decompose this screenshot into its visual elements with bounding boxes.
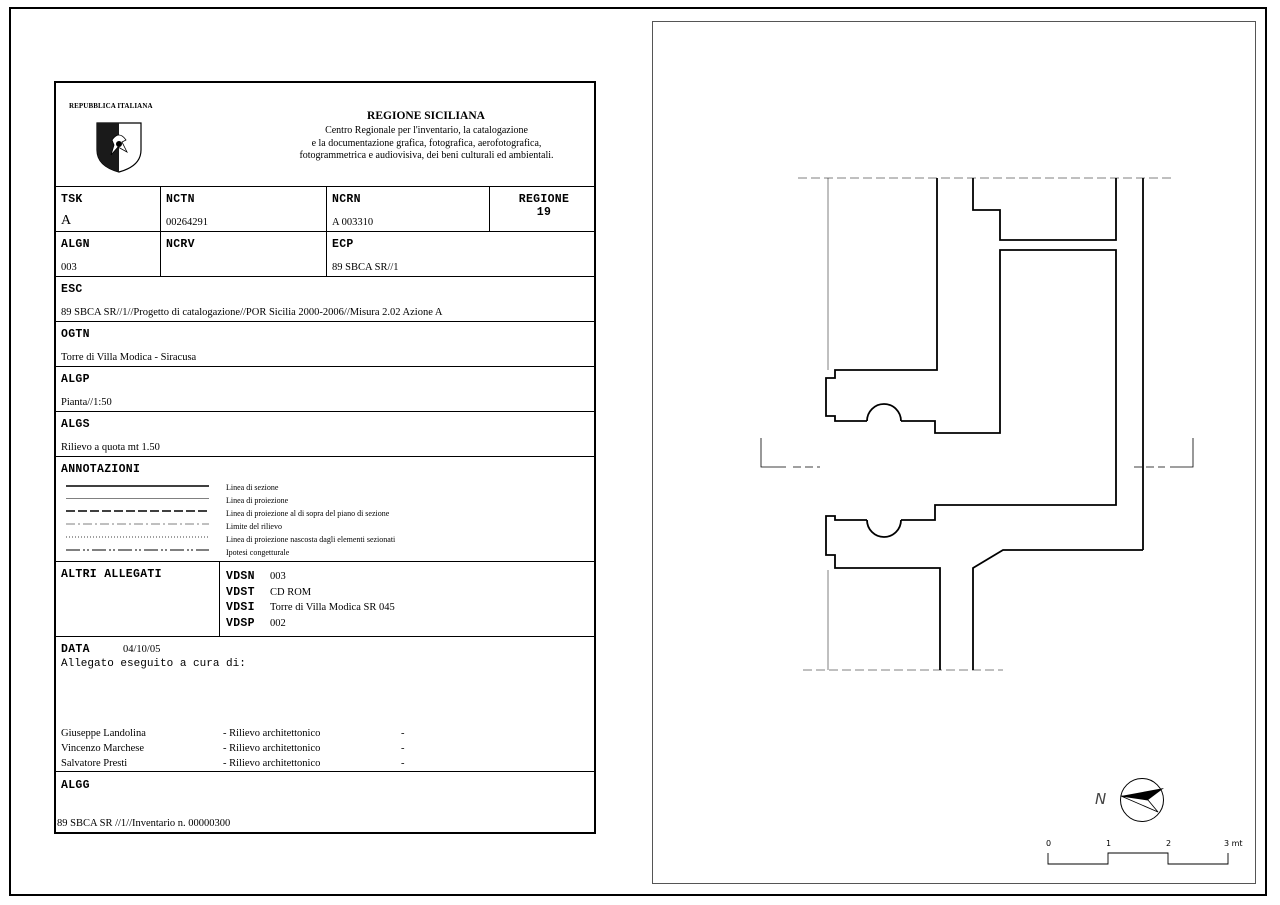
- scale-tick: 3 mt: [1224, 839, 1243, 848]
- center-line: Centro Regionale per l'inventario, la catalogazione: [325, 125, 528, 136]
- scale-labels: [1046, 839, 1243, 848]
- allegati-value: 002: [270, 617, 286, 629]
- legend-text: Ipotesi congetturale: [226, 548, 290, 557]
- center-line: e la documentazione grafica, fotografica, aerofotografica,: [311, 137, 542, 149]
- esc-label: ESC: [61, 283, 83, 296]
- person-name: Vincenzo Marchese: [61, 743, 145, 754]
- legend-text: Linea di proiezione al di sopra del piano di sezione: [226, 509, 390, 518]
- allegati-key: VDST: [226, 585, 255, 599]
- scale-bar: [1048, 853, 1228, 864]
- section-walls: [826, 178, 1143, 670]
- legend-text: Linea di proiezione nascosta dagli elementi sezionati: [226, 535, 396, 544]
- algp-value: Pianta//1:50: [61, 397, 112, 408]
- allegati-key: VDSP: [226, 616, 255, 630]
- person-role: - Rilievo architettonico: [223, 728, 321, 739]
- north-label: N: [1095, 790, 1107, 808]
- ncrn-label: NCRN: [332, 193, 361, 206]
- algs-label: ALGS: [61, 418, 90, 431]
- allegati-label: ALTRI ALLEGATI: [61, 568, 162, 581]
- scale-tick: 2: [1166, 839, 1172, 848]
- person-dash: -: [401, 743, 405, 754]
- allegati-value: Torre di Villa Modica SR 045: [270, 602, 395, 613]
- data-label: DATA: [61, 643, 90, 656]
- person-dash: -: [401, 728, 405, 739]
- ncrv-label: NCRV: [166, 238, 195, 251]
- regione-value: 19: [536, 206, 552, 219]
- allegati-value: CD ROM: [270, 586, 312, 598]
- nctn-value: 00264291: [166, 217, 208, 228]
- legend-text: Limite del rilievo: [226, 522, 282, 531]
- person-dash: -: [401, 758, 405, 769]
- scale-tick: 0: [1046, 839, 1052, 848]
- algn-label: ALGN: [61, 238, 90, 251]
- nctn-label: NCTN: [166, 193, 195, 206]
- section-markers: [761, 438, 1193, 467]
- ecp-value: 89 SBCA SR//1: [332, 262, 399, 273]
- algs-value: Rilievo a quota mt 1.50: [61, 442, 160, 453]
- allegati-key: VDSI: [226, 601, 255, 614]
- scale-tick: 1: [1106, 839, 1112, 848]
- legend-text: Linea di proiezione: [226, 496, 289, 505]
- region-title: REGIONE SICILIANA: [367, 110, 485, 122]
- tsk-value: A: [61, 213, 72, 228]
- republic-label: REPUBBLICA ITALIANA: [69, 102, 153, 110]
- algp-label: ALGP: [61, 373, 90, 386]
- algg-value: 89 SBCA SR //1//Inventario n. 00000300: [57, 818, 231, 829]
- allegati-value: 003: [270, 571, 286, 582]
- ogtn-label: OGTN: [61, 328, 90, 341]
- ecp-label: ECP: [332, 238, 354, 251]
- algn-value: 003: [61, 262, 77, 273]
- annotazioni-label: ANNOTAZIONI: [61, 463, 141, 476]
- person-role: - Rilievo architettonico: [223, 743, 321, 754]
- regione-label: REGIONE: [518, 193, 570, 206]
- person-name: Salvatore Presti: [61, 758, 128, 769]
- algg-label: ALGG: [61, 779, 90, 792]
- tsk-label: TSK: [61, 193, 83, 206]
- ncrn-value: A 003310: [332, 217, 374, 228]
- allegati-key: VDSN: [226, 570, 255, 583]
- ogtn-value: Torre di Villa Modica - Siracusa: [61, 352, 197, 363]
- data-date: 04/10/05: [123, 644, 161, 655]
- legend-text: Linea di sezione: [226, 483, 279, 492]
- esc-value: 89 SBCA SR//1//Progetto di catalogazione//POR Sicilia 2000-2006//Misura 2.02 Azione A: [61, 307, 443, 318]
- person-role: - Rilievo architettonico: [223, 758, 321, 769]
- person-name: Giuseppe Landolina: [61, 728, 146, 739]
- north-arrow-icon: [1121, 779, 1165, 822]
- data-note: Allegato eseguito a cura di:: [61, 658, 246, 670]
- center-line: fotogrammetrica e audiovisiva, dei beni culturali ed ambientali.: [299, 150, 554, 161]
